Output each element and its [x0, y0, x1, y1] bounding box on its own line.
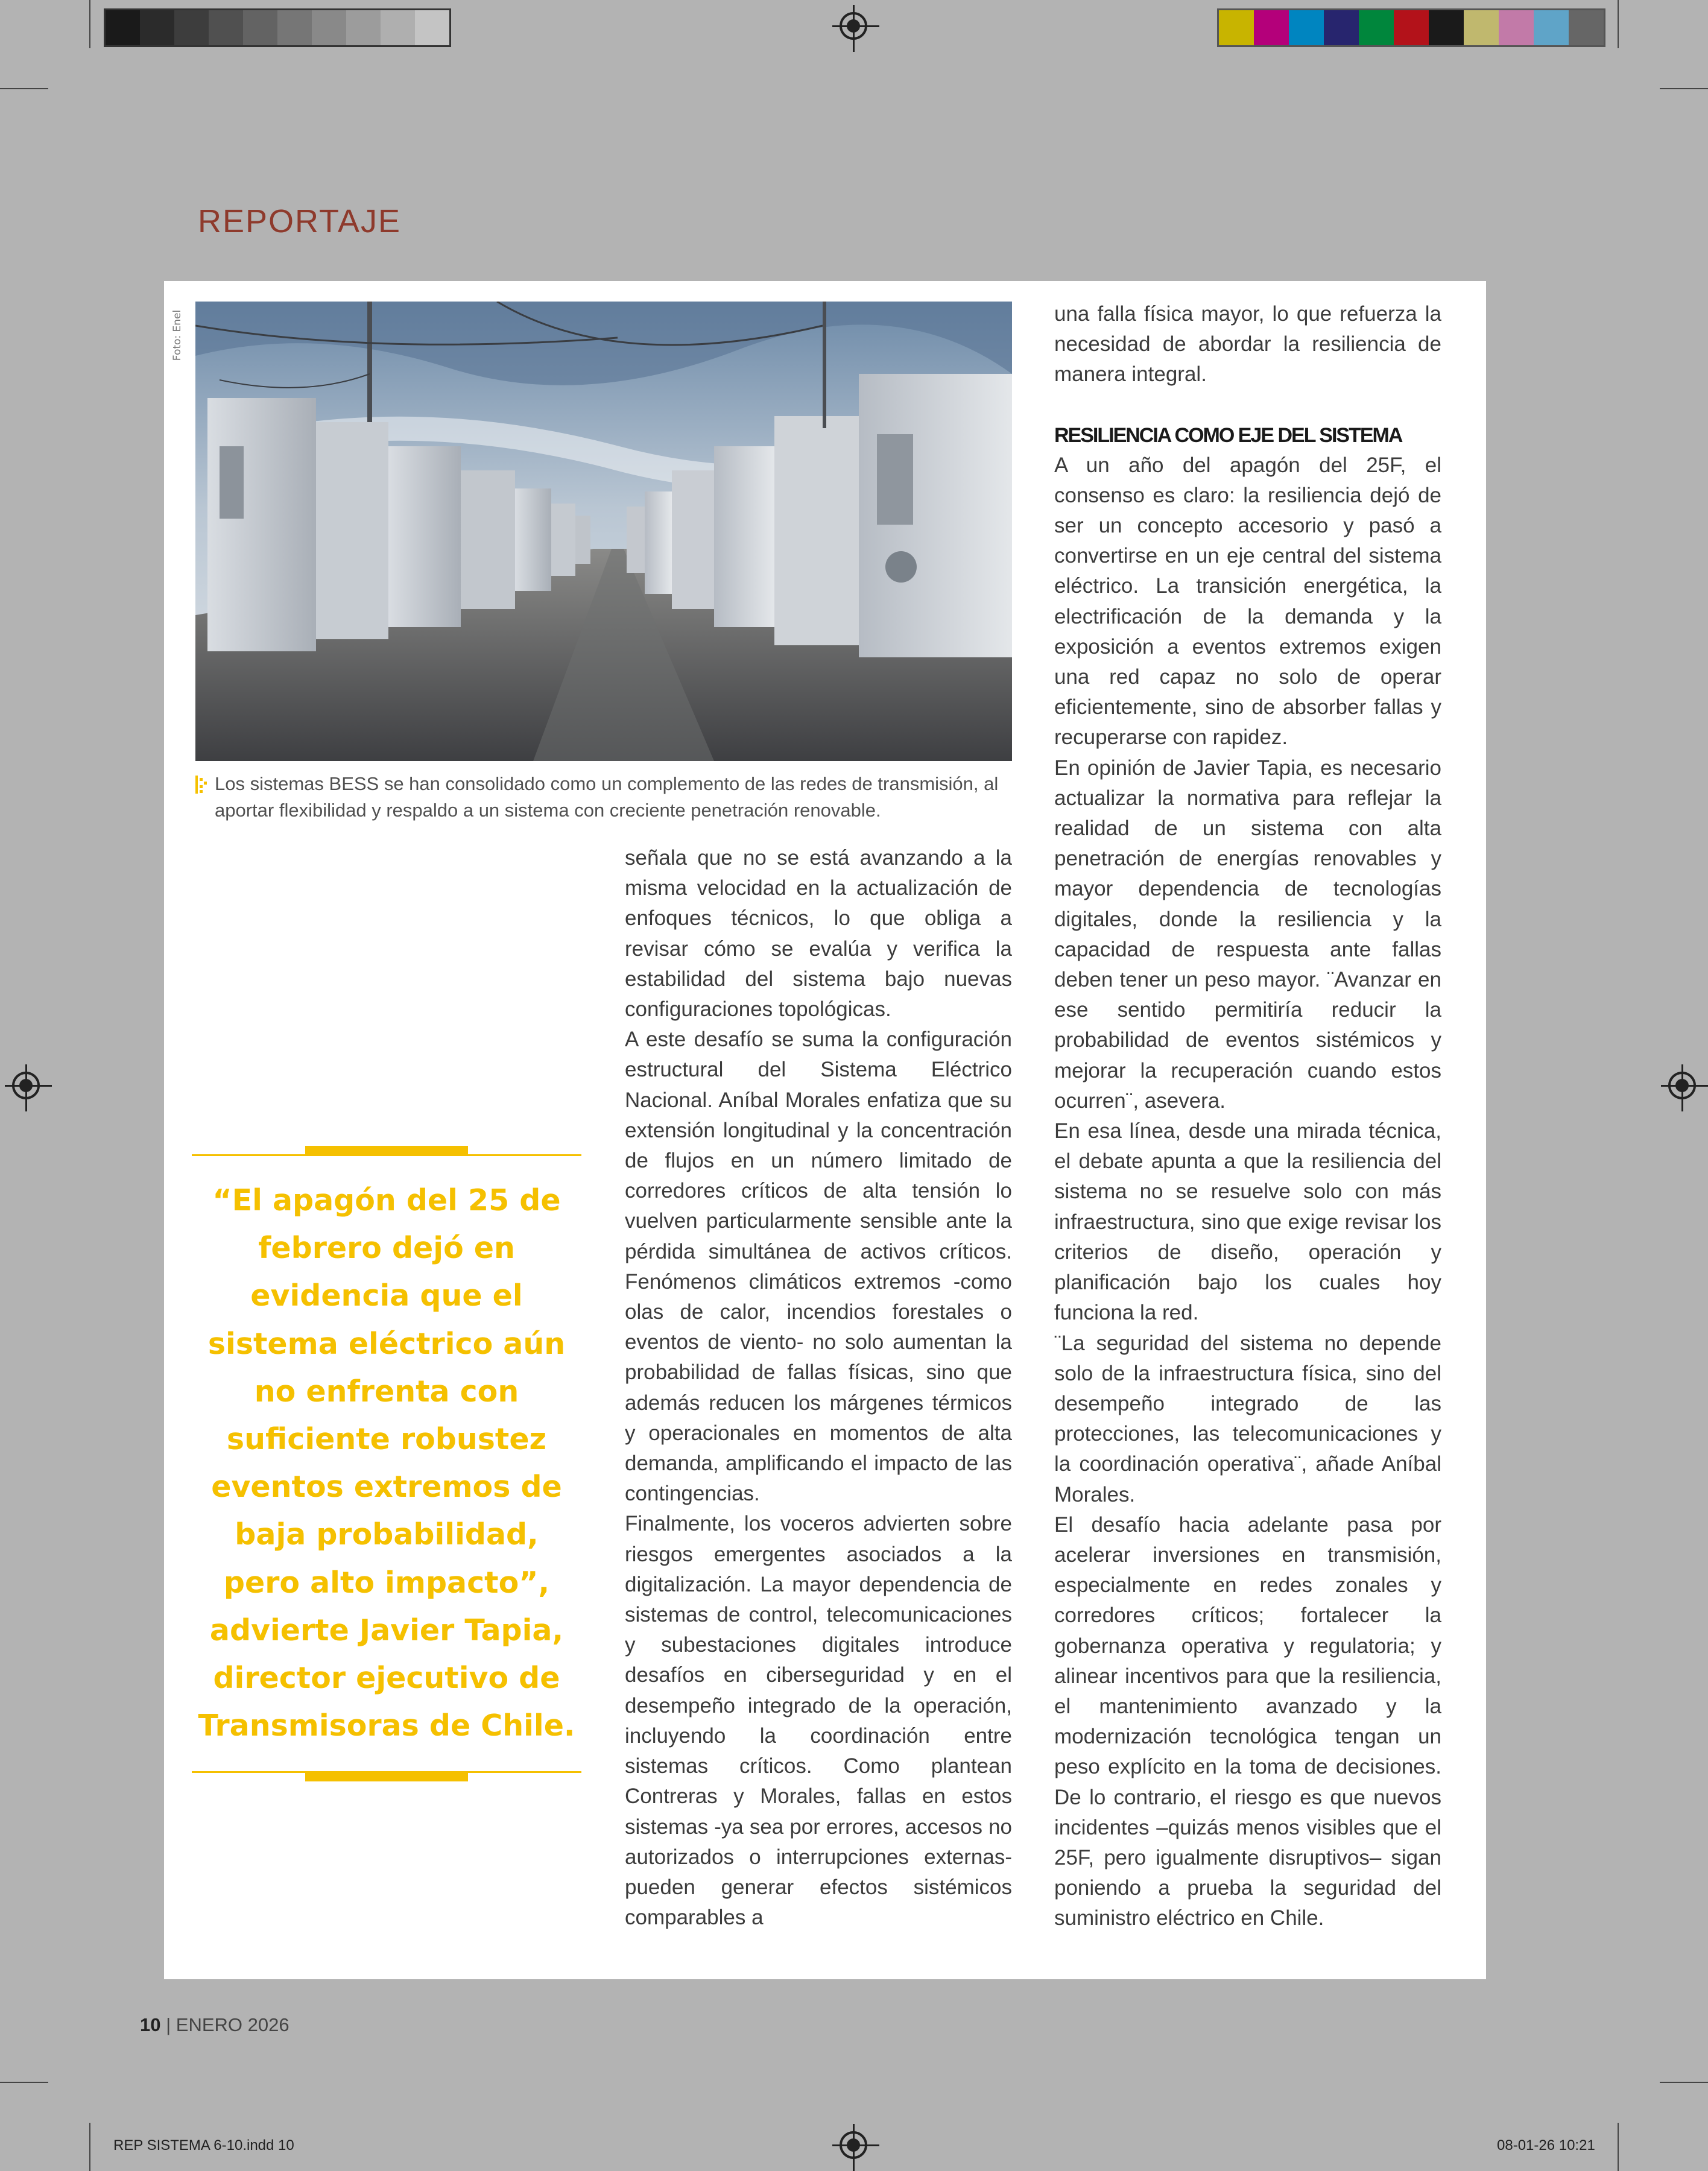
gray-swatch [312, 10, 346, 45]
article-paragraph: A un año del apagón del 25F, el consenso es claro: la resiliencia dejó de ser un concepto accesorio y pasó a convertirse en un eje central del sistema eléctrico. La transición energética, la electrificación de la demanda y la exposición a eventos extremos exigen una red capaz no solo de operar eficientemente, sino de absorber fallas y recuperarse con rapidez. [1054, 453, 1441, 750]
registration-mark-icon [12, 1072, 40, 1099]
photo-caption [195, 771, 1016, 824]
gray-swatch [277, 10, 312, 45]
color-calibration-bar [1217, 8, 1605, 47]
crop-mark [1660, 2082, 1708, 2083]
article-paragraph: ¨La seguridad del sistema no depende solo de la infraestructura física, sino del desempeño integrado de las protecciones, las telecomunicaciones y la coordinación operativa¨, añade Aníbal Morales. [1054, 1331, 1441, 1506]
article-paragraph: En esa línea, desde una mirada técnica, el debate apunta a que la resiliencia del sistema no se resuelve solo con más infraestructura, sino que exige revisar los criterios de diseño, operación y planificación bajo los cuales hoy funciona la red. [1054, 1119, 1441, 1325]
pull-quote-text: “El apagón del 25 de febrero dejó en evidencia que el sistema eléctrico aún no enfrenta con suficiente robustez eventos extremos de baja probabilidad, pero alto impacto”, advierte Javier Tapia, director ejecutivo de Transmisoras de Chile. [198, 1183, 575, 1743]
page-folio: 10 | ENERO 2026 [140, 2014, 289, 2035]
caption-marker-icon [195, 776, 209, 794]
color-swatch [1499, 10, 1534, 45]
gray-swatch [209, 10, 243, 45]
gray-swatch [346, 10, 381, 45]
page-number: 10 [140, 2014, 161, 2035]
grayscale-calibration-bar [104, 8, 451, 47]
gray-swatch [174, 10, 209, 45]
color-swatch [1324, 10, 1359, 45]
slug-date: 08-01-26 10:21 [1497, 2137, 1595, 2154]
section-label: REPORTAJE [198, 203, 402, 239]
gray-swatch [140, 10, 174, 45]
color-swatch [1219, 10, 1254, 45]
gray-swatch [381, 10, 415, 45]
issue-date: ENERO 2026 [176, 2014, 289, 2035]
article-column-middle [625, 843, 1012, 1933]
color-swatch [1429, 10, 1464, 45]
article-column-right [1054, 299, 1441, 1934]
crop-mark [0, 88, 48, 89]
article-paragraph: En opinión de Javier Tapia, es necesario actualizar la normativa para reflejar la realidad de un sistema con alta penetración de energías renovables y mayor dependencia de tecnologías digitales, donde la resiliencia y la capacidad de respuesta ante fallas deben tener un peso mayor. ¨Avanzar en ese sentido permitiría reducir la probabilidad de eventos sistémicos y mejorar la recuperación cuando estos ocurren¨, asevera. [1054, 756, 1441, 1113]
color-swatch [1289, 10, 1324, 45]
article-paragraph: El desafío hacia adelante pasa por acelerar inversiones en transmisión, especialmente en redes zonales y corredores críticos; fortalecer la gobernanza operativa y regulatoria; y alinear incentivos para que la resiliencia, el mantenimiento avanzado y la modernización tecnológica tengan un peso explícito en la toma de decisiones. De lo contrario, el riesgo es que nuevos incidentes –quizás menos visibles que el 25F, pero igualmente disruptivos– sigan poniendo a prueba la seguridad del suministro eléctrico en Chile. [1054, 1512, 1441, 1930]
gray-swatch [415, 10, 449, 45]
registration-mark-icon [1668, 1072, 1696, 1099]
crop-mark [89, 2123, 90, 2171]
crop-mark [1660, 88, 1708, 89]
pull-quote [192, 1146, 581, 1781]
crop-mark [1618, 2123, 1619, 2171]
crop-mark [89, 0, 90, 48]
section-heading: RESILIENCIA COMO EJE DEL SISTEMA [1054, 423, 1402, 447]
gray-swatch [106, 10, 140, 45]
slug-filename: REP SISTEMA 6-10.indd 10 [113, 2137, 294, 2154]
color-swatch [1569, 10, 1604, 45]
registration-mark-icon [840, 2131, 867, 2159]
battery-containers-photo [195, 302, 1012, 761]
gray-swatch [243, 10, 277, 45]
crop-mark [1618, 0, 1619, 48]
article-paragraph: señala que no se está avanzando a la misma velocidad en la actualización de enfoques técnicos, lo que obliga a revisar cómo se evalúa y verifica la estabilidad del sistema bajo nuevas configuraciones topológicas. [625, 846, 1012, 1022]
article-paragraph: A este desafío se suma la configuración estructural del Sistema Eléctrico Nacional. Aníbal Morales enfatiza que su extensión longitudinal y la concentración de flujos en un número limitado de corredores críticos de alta tensión lo vuelven particularmente sensible ante la pérdida simultánea de activos críticos. Fenómenos climáticos extremos -como olas de calor, incendios forestales o eventos de viento- no solo aumentan la probabilidad de fallas físicas, sino que además reducen los márgenes térmicos y operacionales en momentos de alta demanda, amplificando el impacto de las contingencias. [625, 1028, 1012, 1506]
caption-text: Los sistemas BESS se han consolidado como un complemento de las redes de transmisión, al aportar flexibilidad y respaldo a un sistema con creciente penetración renovable. [215, 773, 999, 821]
registration-mark-icon [840, 12, 867, 40]
pull-quote-accent [305, 1773, 468, 1781]
photo-credit: Foto: Enel [171, 309, 184, 361]
color-swatch [1254, 10, 1289, 45]
color-swatch [1464, 10, 1499, 45]
article-paragraph: una falla física mayor, lo que refuerza la necesidad de abordar la resiliencia de manera integral. [1054, 302, 1441, 387]
color-swatch [1534, 10, 1569, 45]
color-swatch [1359, 10, 1394, 45]
article-paragraph: Finalmente, los voceros advierten sobre riesgos emergentes asociados a la digitalización. La mayor dependencia de sistemas de control, telecomunicaciones y subestaciones digitales introduce desafíos en ciberseguridad y en el desempeño integrado de la operación, incluyendo la coordinación entre sistemas críticos. Como plantean Contreras y Morales, fallas en estos sistemas -ya sea por errores, accesos no autorizados o interrupciones externas- pueden generar efectos sistémicos comparables a [625, 1512, 1012, 1930]
crop-mark [0, 2082, 48, 2083]
pull-quote-accent [305, 1146, 468, 1154]
color-swatch [1394, 10, 1429, 45]
